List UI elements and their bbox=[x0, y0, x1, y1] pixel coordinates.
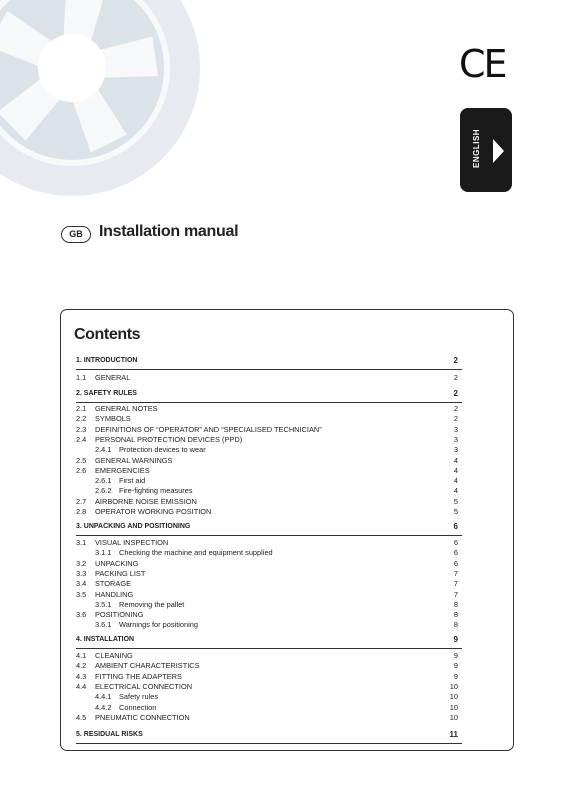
section-divider bbox=[76, 369, 462, 370]
toc-item[interactable] bbox=[76, 600, 458, 610]
toc-item-page: 2 bbox=[453, 373, 458, 382]
toc-item-number: 4.4 bbox=[76, 681, 87, 691]
language-code-badge: GB bbox=[61, 226, 91, 243]
toc-section-label: 5. RESIDUAL RISKS bbox=[76, 731, 143, 738]
toc-item-page: 6 bbox=[453, 548, 458, 558]
toc-item[interactable] bbox=[76, 486, 458, 496]
toc-item-page: 4 bbox=[453, 455, 458, 465]
manual-title: Installation manual bbox=[99, 223, 239, 240]
toc-item-number: 3.1 bbox=[76, 538, 87, 547]
toc-item-label: POSITIONING bbox=[95, 610, 144, 620]
toc-item[interactable] bbox=[76, 661, 458, 671]
toc-item-label: Fire-fighting measures bbox=[119, 486, 193, 496]
toc-item-label: PACKING LIST bbox=[95, 568, 146, 578]
toc-item-label: DEFINITIONS OF “OPERATOR” AND “SPECIALISED TECHNICIAN” bbox=[95, 424, 322, 434]
toc-item-label: ELECTRICAL CONNECTION bbox=[95, 681, 193, 691]
toc-item-page: 5 bbox=[453, 507, 458, 516]
toc-item-number: 2.4 bbox=[76, 434, 87, 444]
toc-item[interactable] bbox=[76, 425, 458, 435]
toc-section-page: 2 bbox=[453, 356, 458, 365]
toc-item-page: 7 bbox=[453, 589, 458, 599]
toc-item[interactable] bbox=[76, 610, 458, 620]
toc-item-number: 2.8 bbox=[76, 507, 87, 516]
toc-item-label: FITTING THE ADAPTERS bbox=[95, 671, 182, 681]
toc-item-number: 3.3 bbox=[76, 568, 87, 578]
toc-item-page: 8 bbox=[453, 620, 458, 630]
toc-item-label: GENERAL NOTES bbox=[95, 404, 158, 413]
toc-item[interactable] bbox=[76, 538, 458, 548]
toc-item-number: 3.5.1 bbox=[95, 599, 112, 609]
toc-item-label: Safety rules bbox=[119, 692, 159, 702]
toc-item-label: HANDLING bbox=[95, 589, 134, 599]
toc-item-page: 5 bbox=[453, 496, 458, 506]
section-divider bbox=[76, 402, 462, 403]
toc-item-label: OPERATOR WORKING POSITION bbox=[95, 507, 212, 516]
toc-item-label: CLEANING bbox=[95, 651, 133, 660]
toc-section-label: 2. SAFETY RULES bbox=[76, 390, 137, 397]
toc-item-label: Connection bbox=[119, 702, 157, 712]
toc-item[interactable] bbox=[76, 590, 458, 600]
toc-item-label: Removing the pallet bbox=[119, 599, 185, 609]
toc-item-page: 6 bbox=[453, 538, 458, 547]
toc-item-label: PERSONAL PROTECTION DEVICES (PPD) bbox=[95, 434, 243, 444]
toc-item-number: 2.6 bbox=[76, 465, 87, 475]
toc-item-page: 10 bbox=[449, 692, 458, 702]
toc-item-number: 2.6.2 bbox=[95, 486, 112, 496]
toc-item-label: Warnings for positioning bbox=[119, 620, 199, 630]
arrow-right-icon bbox=[493, 139, 504, 163]
toc-item-page: 10 bbox=[449, 681, 458, 691]
ce-mark: CE bbox=[459, 42, 506, 86]
toc-item-number: 4.2 bbox=[76, 661, 87, 671]
toc-item-page: 2 bbox=[453, 414, 458, 424]
toc-item-number: 4.4.1 bbox=[95, 692, 112, 702]
toc-item-number: 3.1.1 bbox=[95, 548, 112, 558]
toc-item-label: First aid bbox=[119, 476, 146, 486]
toc-item-number: 2.3 bbox=[76, 424, 87, 434]
toc-section-label: 3. UNPACKING AND POSITIONING bbox=[76, 523, 191, 530]
toc-item-label: UNPACKING bbox=[95, 558, 139, 568]
toc-item-label: GENERAL WARNINGS bbox=[95, 455, 173, 465]
toc-item[interactable] bbox=[76, 404, 458, 414]
toc-item-number: 2.4.1 bbox=[95, 445, 112, 455]
toc-item-page: 8 bbox=[453, 610, 458, 620]
toc-item[interactable] bbox=[76, 692, 458, 702]
toc-item-label: AMBIENT CHARACTERISTICS bbox=[95, 661, 200, 671]
toc-item-page: 10 bbox=[449, 712, 458, 722]
toc-section-label: 1. INTRODUCTION bbox=[76, 357, 138, 364]
toc-item-number: 4.1 bbox=[76, 651, 87, 660]
toc-item-page: 3 bbox=[453, 434, 458, 444]
toc-item[interactable] bbox=[76, 559, 458, 569]
toc-item-page: 4 bbox=[453, 486, 458, 496]
toc-item[interactable] bbox=[76, 373, 458, 383]
toc-item[interactable] bbox=[76, 456, 458, 466]
wheel-rim-graphic bbox=[0, 0, 200, 210]
toc-item-number: 4.5 bbox=[76, 712, 87, 722]
toc-item-page: 4 bbox=[453, 476, 458, 486]
toc-item-page: 10 bbox=[449, 702, 458, 712]
toc-item-label: VISUAL INSPECTION bbox=[95, 538, 169, 547]
toc-item-number: 2.5 bbox=[76, 455, 87, 465]
toc-item[interactable] bbox=[76, 569, 458, 579]
toc-item-page: 7 bbox=[453, 568, 458, 578]
toc-section-row[interactable] bbox=[76, 635, 458, 645]
toc-section-page: 11 bbox=[449, 730, 458, 739]
toc-item[interactable] bbox=[76, 507, 458, 517]
toc-item-label: EMERGENCIES bbox=[95, 465, 150, 475]
contents-heading: Contents bbox=[74, 326, 141, 343]
toc-item-number: 4.3 bbox=[76, 671, 87, 681]
toc-item-page: 2 bbox=[453, 404, 458, 413]
toc-section-row[interactable] bbox=[76, 389, 458, 399]
toc-item-label: PNEUMATIC CONNECTION bbox=[95, 712, 190, 722]
toc-section-row[interactable] bbox=[76, 356, 458, 366]
toc-item-number: 2.6.1 bbox=[95, 476, 112, 486]
toc-item-number: 1.1 bbox=[76, 373, 87, 382]
toc-item[interactable] bbox=[76, 445, 458, 455]
toc-section-label: 4. INSTALLATION bbox=[76, 636, 135, 643]
toc-section-row[interactable] bbox=[76, 522, 458, 532]
toc-item-number: 2.2 bbox=[76, 414, 87, 424]
toc-item[interactable] bbox=[76, 672, 458, 682]
toc-item[interactable] bbox=[76, 651, 458, 661]
toc-item[interactable] bbox=[76, 682, 458, 692]
toc-item[interactable] bbox=[76, 435, 458, 445]
toc-item-number: 4.4.2 bbox=[95, 702, 112, 712]
section-divider bbox=[76, 648, 462, 649]
toc-item[interactable] bbox=[76, 548, 458, 558]
toc-item-page: 6 bbox=[453, 558, 458, 568]
toc-item-page: 7 bbox=[453, 579, 458, 589]
toc-item-label: STORAGE bbox=[95, 579, 132, 589]
toc-item[interactable] bbox=[76, 414, 458, 424]
toc-section-page: 2 bbox=[453, 389, 458, 398]
toc-item-page: 4 bbox=[453, 465, 458, 475]
toc-item[interactable] bbox=[76, 476, 458, 486]
toc-item-page: 3 bbox=[453, 424, 458, 434]
toc-item-number: 3.2 bbox=[76, 558, 87, 568]
toc-item[interactable] bbox=[76, 497, 458, 507]
toc-item-label: AIRBORNE NOISE EMISSION bbox=[95, 496, 197, 506]
toc-item-page: 8 bbox=[453, 599, 458, 609]
section-divider bbox=[76, 535, 462, 536]
toc-section-page: 6 bbox=[453, 522, 458, 531]
toc-section-page: 9 bbox=[453, 635, 458, 644]
toc-item-label: Protection devices to wear bbox=[119, 445, 206, 455]
toc-item[interactable] bbox=[76, 466, 458, 476]
toc-item-number: 3.6 bbox=[76, 610, 87, 620]
language-tab[interactable] bbox=[460, 108, 512, 192]
language-tab-label: ENGLISH bbox=[472, 128, 481, 168]
toc-item-page: 9 bbox=[453, 661, 458, 671]
toc-item-number: 3.5 bbox=[76, 589, 87, 599]
toc-item-page: 9 bbox=[453, 671, 458, 681]
toc-item[interactable] bbox=[76, 713, 458, 723]
toc-item[interactable] bbox=[76, 620, 458, 630]
toc-item[interactable] bbox=[76, 579, 458, 589]
toc-item-number: 2.7 bbox=[76, 496, 87, 506]
toc-item-number: 2.1 bbox=[76, 404, 87, 413]
toc-item-number: 3.6.1 bbox=[95, 620, 112, 630]
toc-section-row[interactable] bbox=[76, 730, 458, 740]
toc-item-label: SYMBOLS bbox=[95, 414, 131, 424]
toc-item-label: GENERAL bbox=[95, 373, 131, 382]
toc-item-page: 3 bbox=[453, 445, 458, 455]
section-divider bbox=[76, 743, 462, 744]
toc-item-label: Checking the machine and equipment supplied bbox=[119, 548, 273, 558]
toc-item-number: 3.4 bbox=[76, 579, 87, 589]
toc-item-page: 9 bbox=[453, 651, 458, 660]
toc-item[interactable] bbox=[76, 703, 458, 713]
